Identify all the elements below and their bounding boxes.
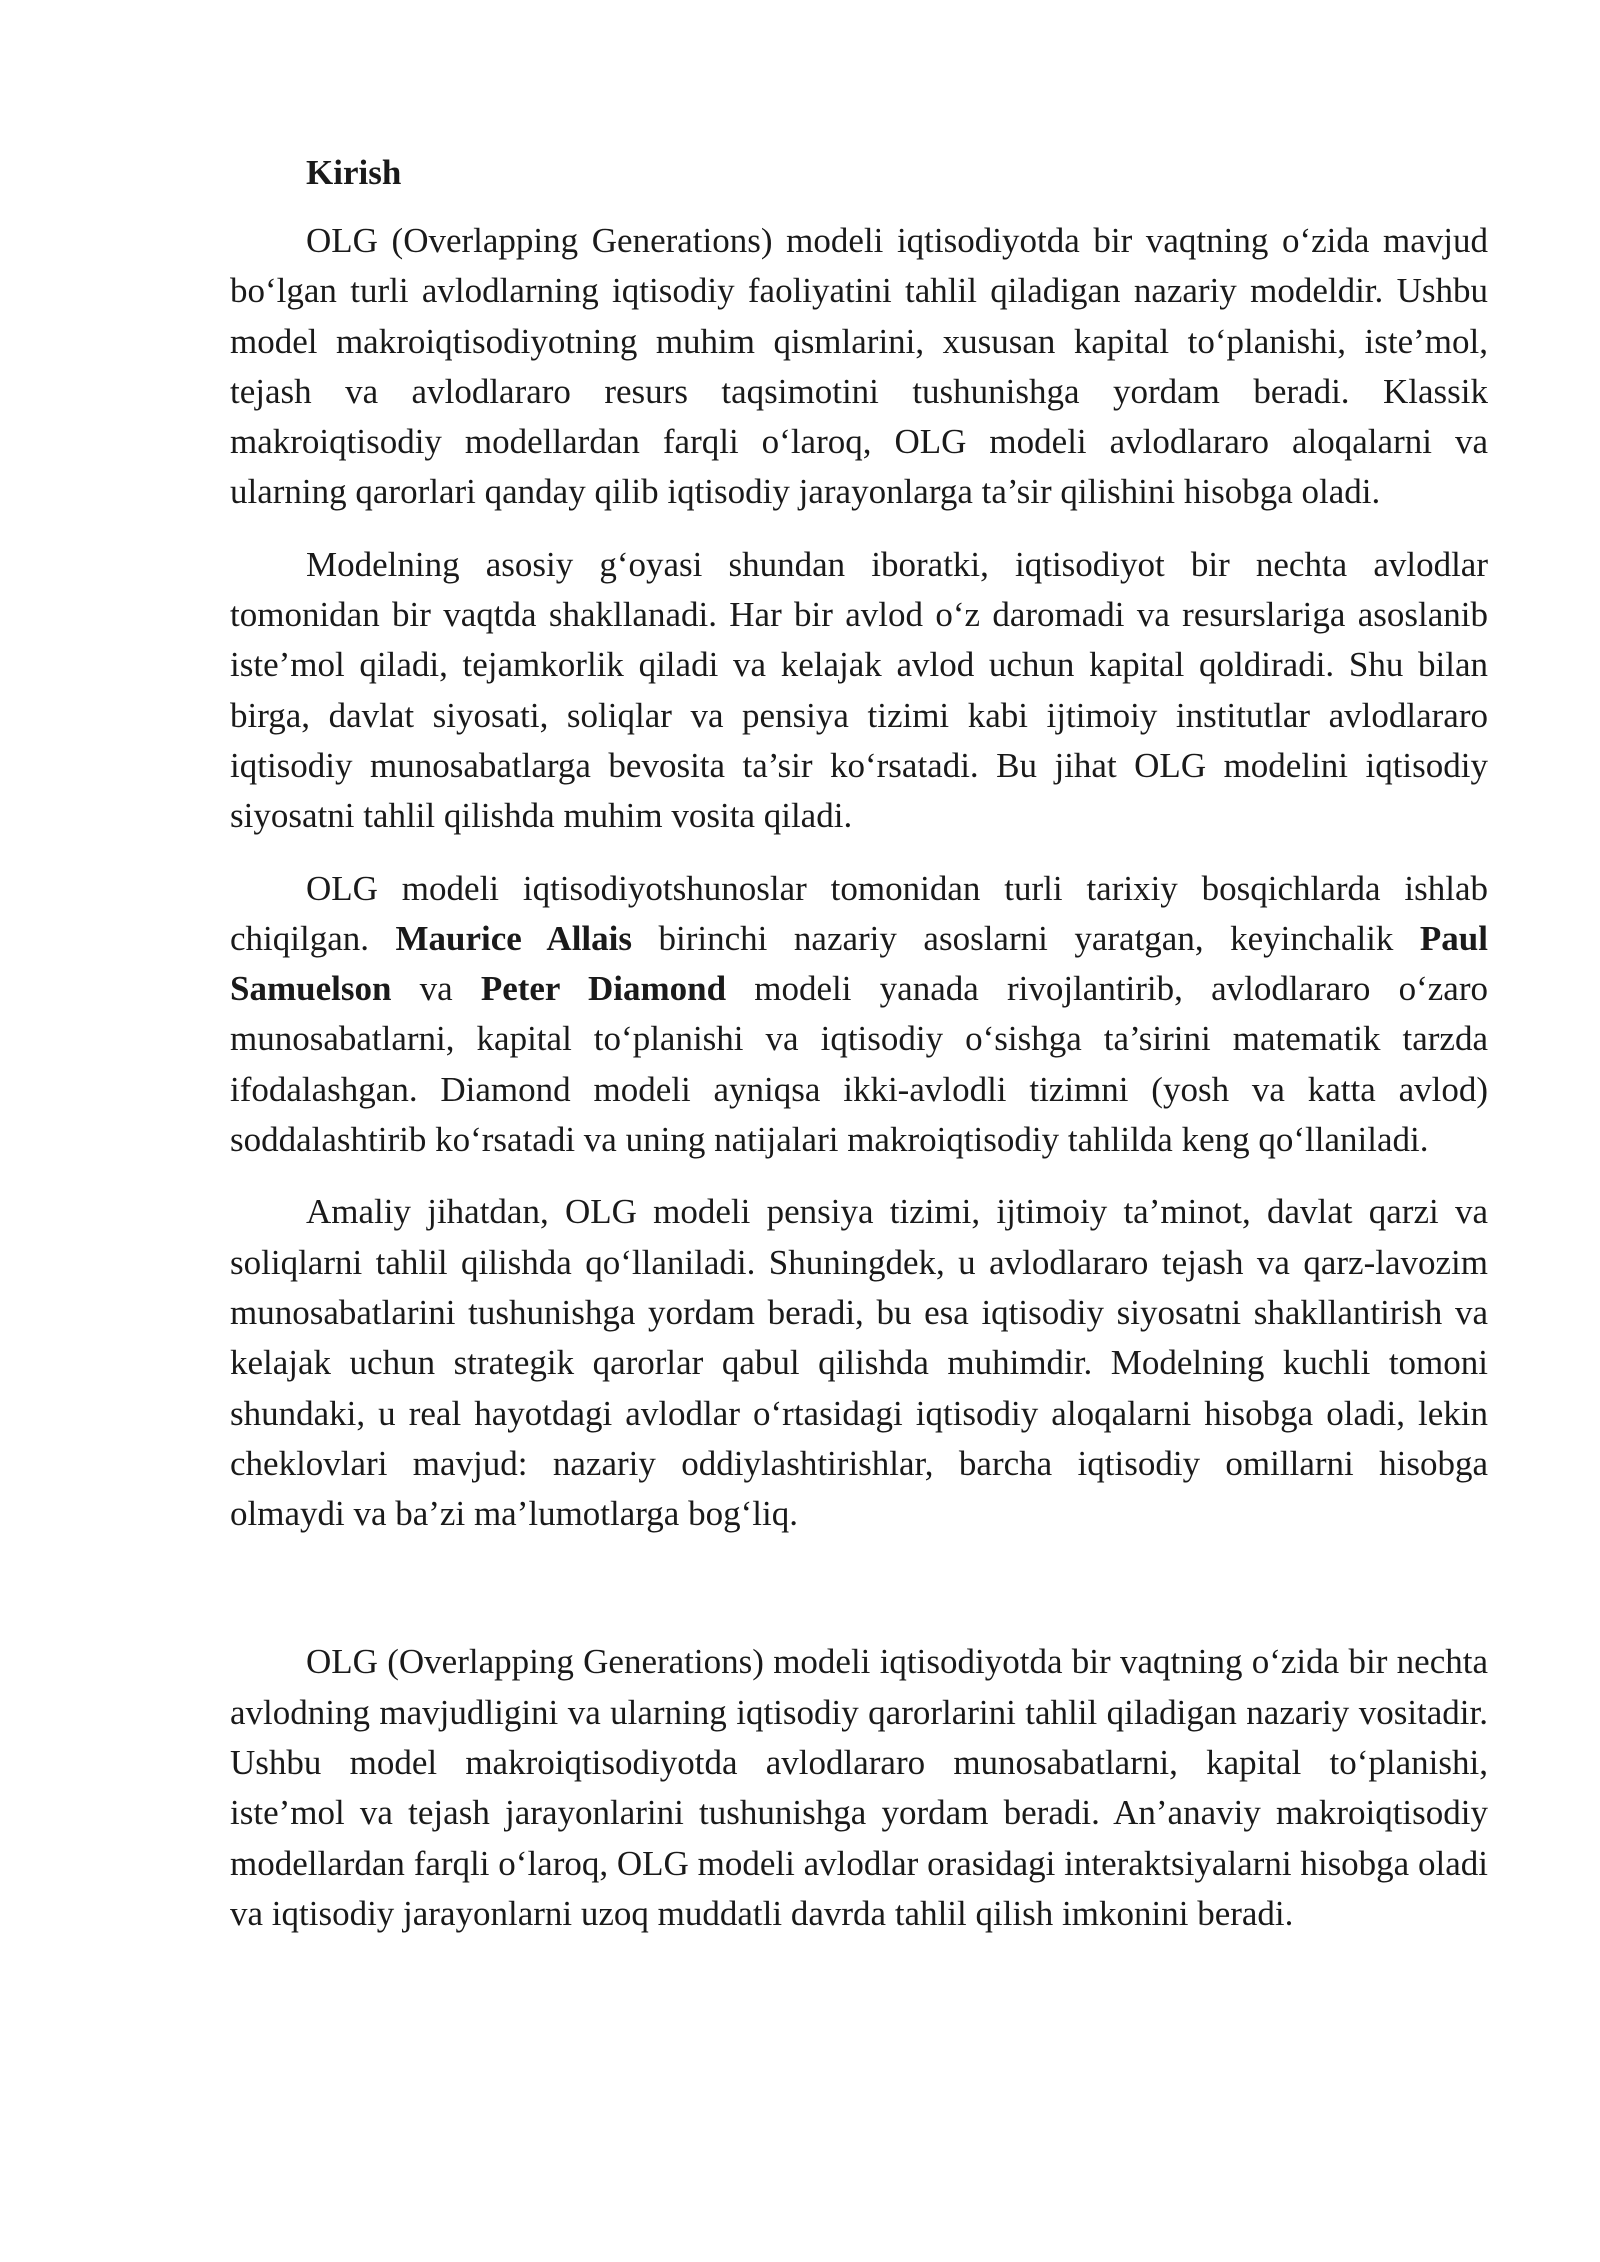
paragraph-history [230, 864, 1488, 1166]
paragraph-practical: Amaliy jihatdan, OLG modeli pensiya tizimi, ijtimoiy ta’minot, davlat qarzi va soliqlarni tahlil qilishda qo‘llaniladi. Shuningdek, u avlodlararo tejash va qarz-lavozim munosabatlarini tushunishga yordam beradi, bu esa iqtisodiy siyosatni shakllantirish va kelajak uchun strategik qarorlar qabul qilishda muhimdir. Modelning kuchli tomoni shundaki, u real hayotdagi avlodlar o‘rtasidagi iqtisodiy aloqalarni hisobga oladi, lekin cheklovlari mavjud: nazariy oddiylashtirishlar, barcha iqtisodiy omillarni hisobga olmaydi va ba’zi ma’lumotlarga bog‘liq. [230, 1192, 1488, 1534]
paragraph-summary: OLG (Overlapping Generations) modeli iqtisodiyotda bir vaqtning o‘zida bir nechta avlodning mavjudligini va ularning iqtisodiy qarorlarini tahlil qiladigan nazariy vositadir. Ushbu model makroiqtisodiyotda avlodlararo munosabatlarni, kapital to‘planishi, iste’mol va tejash jarayonlarini tushunishga yordam beradi. An’anaviy makroiqtisodiy modellardan farqli o‘laroq, OLG modeli avlodlar orasidagi interaktsiyalarni hisobga oladi va iqtisodiy jarayonlarni uzoq muddatli davrda tahlil qilish imkonini beradi. [230, 1642, 1488, 1933]
paragraph-main-idea: Modelning asosiy g‘oyasi shundan iboratki, iqtisodiyot bir nechta avlodlar tomonidan bir vaqtda shakllanadi. Har bir avlod o‘z daromadi va resurslariga asoslanib iste’mol qiladi, tejamkorlik qiladi va kelajak avlod uchun kapital qoldiradi. Shu bilan birga, davlat siyosati, soliqlar va pensiya tizimi kabi ijtimoiy institutlar avlodlararo iqtisodiy munosabatlarga bevosita ta’sir ko‘rsatadi. Bu jihat OLG modelini iqtisodiy siyosatni tahlil qilishda muhim vosita qiladi. [230, 544, 1488, 836]
author-diamond: Peter Diamond [480, 969, 727, 1009]
history-text-1: OLG modeli iqtisodiyotshunoslar tomonidan turli tarixiy bosqichlarda ishlab chiqilgan. [230, 868, 1488, 958]
paragraph-intro: OLG (Overlapping Generations) modeli iqtisodiyotda bir vaqtning o‘zida mavjud bo‘lgan turli avlodlarning iqtisodiy faoliyatini tahlil qiladigan nazariy modeldir. Ushbu model makroiqtisodiyotning muhim qismlarini, xususan kapital to‘planishi, iste’mol, tejash va avlodlararo resurs taqsimotini tushunishga yordam beradi. Klassik makroiqtisodiy modellardan farqli o‘laroq, OLG modeli avlodlararo aloqalarni va ularning qarorlari qanday qilib iqtisodiy jarayonlarga ta’sir qilishini hisobga oladi. [230, 221, 1488, 512]
document-page [230, 148, 1488, 1961]
section-heading: Kirish [306, 153, 402, 192]
history-text-4: modeli yanada rivojlantirib, avlodlararo o‘zaro munosabatlarni, kapital to‘planishi va iqtisodiy o‘sishga ta’sirini matematik tarzda ifodalashgan. Diamond modeli ayniqsa ikki-avlodli tizimni (yosh va katta avlod) soddalashtirib ko‘rsatadi va uning natijalari makroiqtisodiy tahlilda keng qo‘llaniladi. [230, 969, 1488, 1160]
history-text-2: birinchi nazariy asoslarni yaratgan, keyinchalik [632, 918, 1420, 958]
history-text-3: va [391, 969, 481, 1009]
author-samuelson: Paul Samuelson [230, 918, 1488, 1009]
author-allais: Maurice Allais [395, 918, 633, 958]
